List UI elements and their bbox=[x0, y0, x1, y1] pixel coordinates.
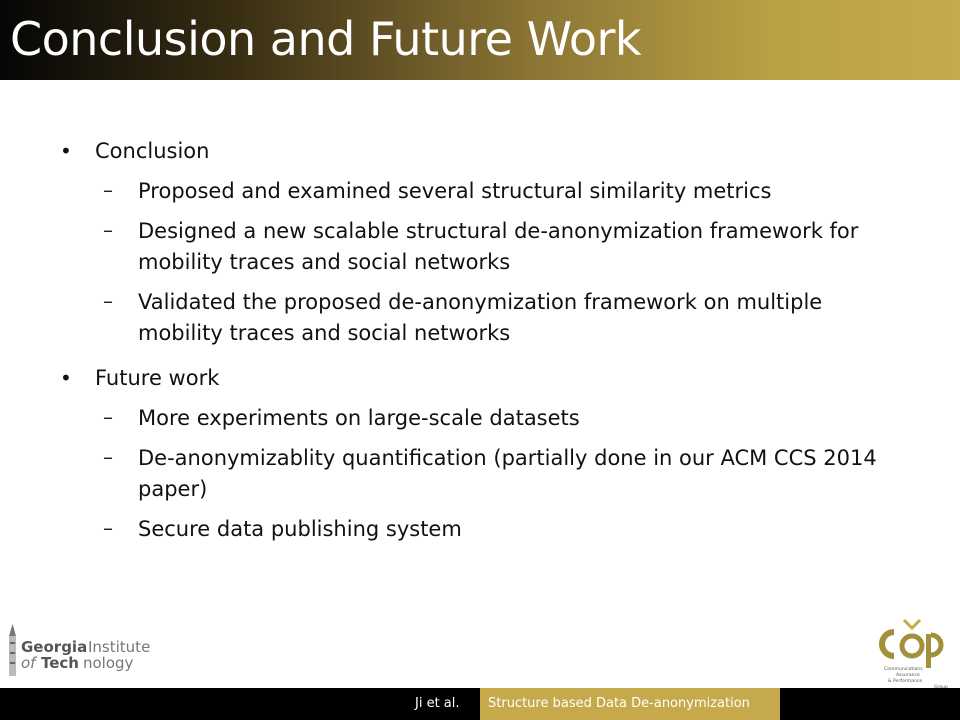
bullet-icon: • bbox=[60, 139, 72, 163]
list-item bbox=[60, 216, 900, 278]
list-item bbox=[60, 403, 900, 434]
logo-word-institute: Institute bbox=[88, 638, 151, 656]
footer-author: Ji et al. bbox=[415, 696, 460, 711]
list-item-text: De-anonymizablity quantification (partially done in our ACM CCS 2014 paper) bbox=[138, 446, 877, 501]
logo-word-nology: nology bbox=[83, 654, 134, 672]
logo-word-of: of bbox=[21, 654, 36, 672]
title-bar bbox=[0, 0, 960, 80]
cap-monogram-icon bbox=[882, 620, 941, 668]
bullet-icon: • bbox=[60, 366, 72, 390]
list-item-text: Designed a new scalable structural de-anonymization framework for mobility traces and social networks bbox=[138, 219, 859, 274]
section-future-work bbox=[60, 363, 900, 394]
section-conclusion bbox=[60, 136, 900, 167]
georgia-tech-logo bbox=[5, 622, 160, 682]
slide-body bbox=[60, 132, 900, 545]
section-heading: Conclusion bbox=[95, 139, 210, 163]
cap-group-logo bbox=[876, 618, 954, 690]
footer-title: Structure based Data De-anonymization bbox=[488, 696, 750, 711]
dash-icon: – bbox=[103, 218, 113, 242]
dash-icon: – bbox=[103, 178, 113, 202]
list-item-text: More experiments on large-scale datasets bbox=[138, 406, 580, 430]
list-item-text: Secure data publishing system bbox=[138, 517, 462, 541]
list-item-text: Proposed and examined several structural similarity metrics bbox=[138, 179, 772, 203]
list-item bbox=[60, 287, 900, 349]
list-item bbox=[60, 176, 900, 207]
cap-line-1: Communications bbox=[884, 667, 923, 672]
section-heading: Future work bbox=[95, 366, 220, 390]
dash-icon: – bbox=[103, 289, 113, 313]
footer-bar bbox=[0, 688, 960, 720]
cap-line-2: Assurance bbox=[896, 673, 920, 678]
list-item-text: Validated the proposed de-anonymization framework on multiple mobility traces and social networks bbox=[138, 290, 823, 345]
tech-tower-icon bbox=[9, 624, 16, 676]
cap-line-3: & Performance bbox=[888, 679, 923, 684]
list-item bbox=[60, 514, 900, 545]
list-item bbox=[60, 443, 900, 505]
footer-title-box bbox=[480, 688, 780, 720]
dash-icon: – bbox=[103, 445, 113, 469]
dash-icon: – bbox=[103, 405, 113, 429]
dash-icon: – bbox=[103, 516, 113, 540]
logo-word-tech: Tech bbox=[41, 654, 79, 672]
slide-title: Conclusion and Future Work bbox=[10, 12, 642, 66]
logo-word-georgia: Georgia bbox=[21, 638, 88, 656]
